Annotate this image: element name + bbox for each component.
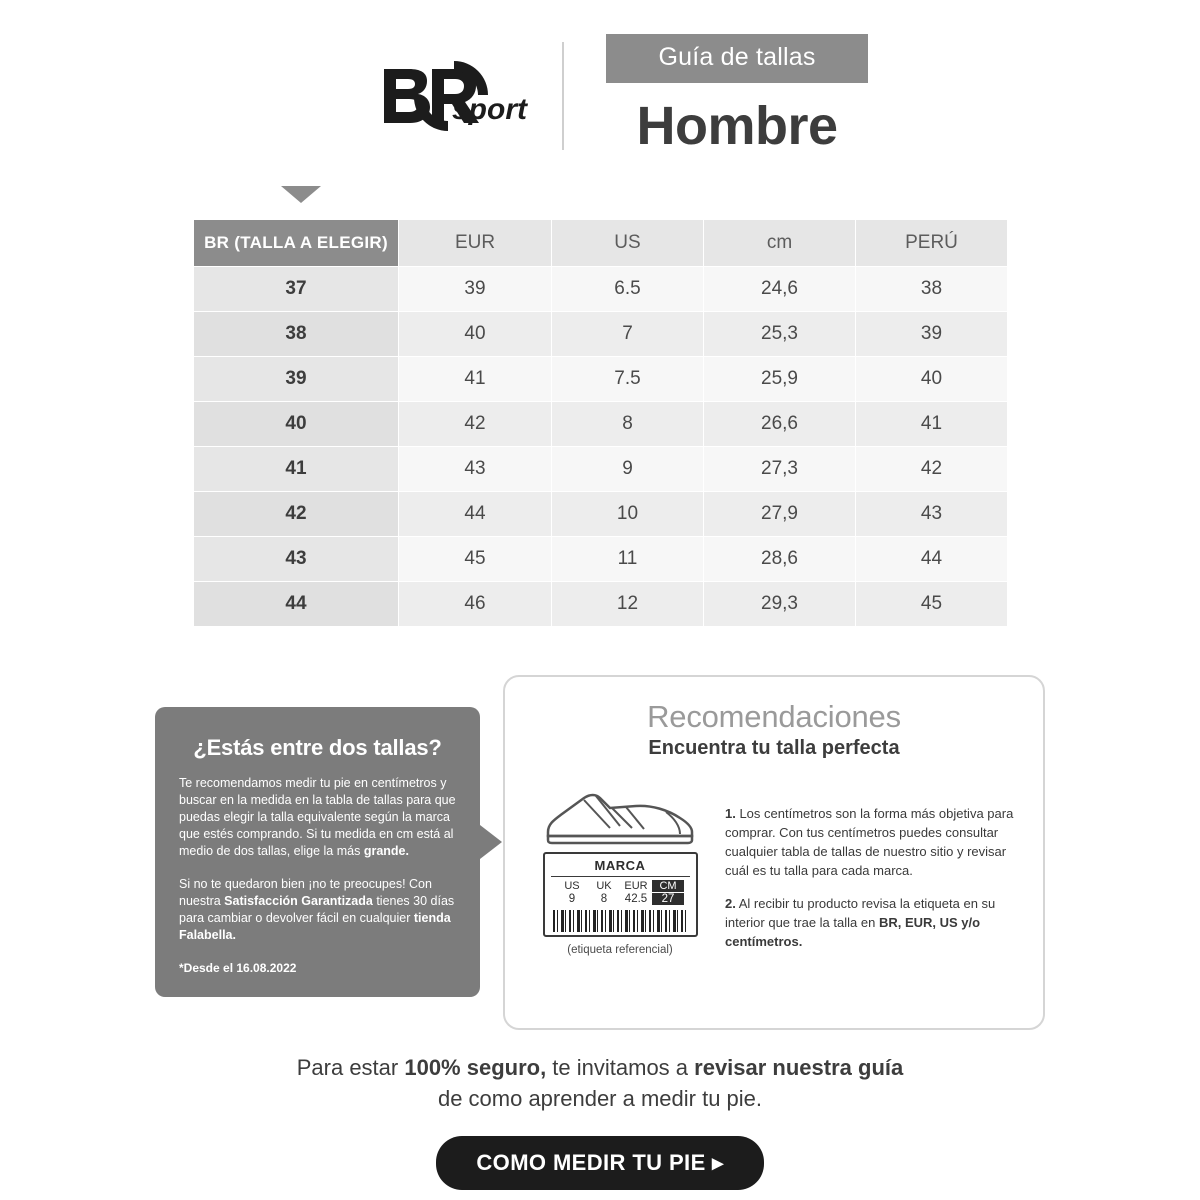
tip-1-number: 1. [725, 806, 736, 821]
cell-us: 9 [552, 447, 704, 492]
cell-br: 37 [194, 267, 399, 312]
size-table [193, 219, 1008, 627]
header-text-block [564, 34, 867, 157]
label-values [545, 893, 696, 905]
panel-pointer-icon [480, 825, 502, 859]
cell-br: 38 [194, 312, 399, 357]
measure-foot-button[interactable]: COMO MEDIR TU PIE ▸ [436, 1136, 763, 1190]
cell-peru: 42 [856, 447, 1008, 492]
col-header-us: US [552, 220, 704, 267]
table-row [194, 312, 1008, 357]
page-header [0, 0, 1200, 157]
cell-peru: 43 [856, 492, 1008, 537]
guarantee-text-c: tienes 30 días para cambiar o devolver fácil en cualquier [179, 894, 455, 925]
recommendations-body [531, 776, 1017, 965]
cell-eur: 45 [399, 537, 552, 582]
label-value-us: 9 [568, 893, 576, 905]
cell-us: 7.5 [552, 357, 704, 402]
guarantee-text-bold-1: Satisfacción Garantizada [224, 894, 373, 908]
label-example [531, 776, 709, 965]
recommendations-subtitle: Encuentra tu talla perfecta [648, 737, 900, 759]
cell-cm: 28,6 [704, 537, 856, 582]
cell-br: 39 [194, 357, 399, 402]
cell-eur: 43 [399, 447, 552, 492]
cell-cm: 26,6 [704, 402, 856, 447]
table-row [194, 357, 1008, 402]
label-brand: MARCA [551, 858, 690, 877]
between-sizes-paragraph-1 [179, 775, 456, 860]
table-row [194, 267, 1008, 312]
label-header-uk: UK [596, 880, 612, 892]
cell-peru: 38 [856, 267, 1008, 312]
cell-eur: 41 [399, 357, 552, 402]
cell-us: 10 [552, 492, 704, 537]
cell-us: 6.5 [552, 267, 704, 312]
cell-cm: 25,9 [704, 357, 856, 402]
footer-line-2: de como aprender a medir tu pie. [437, 1086, 763, 1111]
svg-text:sport: sport [452, 92, 528, 126]
cell-cm: 29,3 [704, 582, 856, 627]
label-value-cm: 27 [652, 893, 684, 905]
size-table-container [193, 219, 1007, 627]
recommendations-title: Recomendaciones [647, 699, 901, 734]
table-row [194, 447, 1008, 492]
between-sizes-title: ¿Estás entre dos tallas? [193, 735, 442, 760]
tip-1 [725, 804, 1017, 880]
cell-eur: 44 [399, 492, 552, 537]
label-caption: (etiqueta referencial) [567, 944, 673, 956]
brsport-logo-icon [366, 57, 536, 135]
col-header-peru: PERÚ [856, 220, 1008, 267]
page-title: Hombre [636, 96, 838, 156]
tip-2-text-bold: BR, EUR, US y/o centímetros. [725, 915, 981, 949]
footer-text-c: te invitamos a [546, 1055, 695, 1080]
label-value-uk: 8 [600, 893, 608, 905]
cell-cm: 27,9 [704, 492, 856, 537]
guide-badge: Guía de tallas [606, 34, 867, 83]
cell-br: 41 [194, 447, 399, 492]
cell-eur: 42 [399, 402, 552, 447]
cell-eur: 40 [399, 312, 552, 357]
shoe-label [543, 852, 698, 937]
cell-us: 12 [552, 582, 704, 627]
footer-text-a: Para estar [296, 1055, 405, 1080]
barcode-icon [553, 910, 688, 932]
page-footer [0, 1052, 1200, 1190]
footer-text-bold-1: 100% seguro, [404, 1055, 547, 1080]
table-row [194, 537, 1008, 582]
cell-cm: 25,3 [704, 312, 856, 357]
cell-br: 42 [194, 492, 399, 537]
cell-eur: 46 [399, 582, 552, 627]
cell-cm: 24,6 [704, 267, 856, 312]
footer-text-bold-2: revisar nuestra guía [694, 1055, 904, 1080]
between-sizes-text-a: Te recomendamos medir tu pie en centímetros y buscar en la medida en la tabla de tallas para que puedas elegir la talla equivalente según la marca que estés comprando. Si tu medida en cm está al medio de dos tallas, elige la más [179, 776, 456, 858]
tip-2-text-a: Al recibir tu producto revisa la etiqueta en su interior que trae la talla en [725, 896, 996, 930]
cell-us: 11 [552, 537, 704, 582]
label-header-eur: EUR [624, 880, 648, 892]
cell-br: 40 [194, 402, 399, 447]
cell-peru: 39 [856, 312, 1008, 357]
table-row [194, 582, 1008, 627]
table-body [194, 267, 1008, 627]
cell-peru: 45 [856, 582, 1008, 627]
cell-peru: 44 [856, 537, 1008, 582]
cell-br: 44 [194, 582, 399, 627]
footer-line-1 [0, 1052, 1200, 1083]
tip-2-number: 2. [725, 896, 736, 911]
between-sizes-paragraph-2 [179, 876, 456, 944]
recommendations-panel [503, 675, 1045, 1030]
table-header-row [194, 220, 1008, 267]
label-value-eur: 42.5 [624, 893, 648, 905]
cell-cm: 27,3 [704, 447, 856, 492]
cell-us: 7 [552, 312, 704, 357]
table-row [194, 402, 1008, 447]
date-note: *Desde el 16.08.2022 [179, 961, 297, 975]
label-headers [545, 880, 696, 892]
cell-eur: 39 [399, 267, 552, 312]
label-header-cm: CM [652, 880, 684, 892]
col-header-cm: cm [704, 220, 856, 267]
cell-peru: 40 [856, 357, 1008, 402]
recommendation-tips [725, 776, 1017, 965]
label-header-us: US [564, 880, 580, 892]
table-row [194, 492, 1008, 537]
guarantee-text-bold-2: tienda Falabella. [179, 911, 451, 942]
guarantee-text-a: Si no te quedaron bien ¡no te preocupes! Con nuestra [179, 877, 432, 908]
tip-1-text: Los centímetros son la forma más objetiva para comprar. Con tus centímetros puedes consultar cualquier tabla de tallas de nuestro sitio y revisar cuál es tu talla para cada marca. [725, 806, 1014, 878]
sneaker-icon [540, 784, 700, 846]
tip-2 [725, 894, 1017, 951]
cell-br: 43 [194, 537, 399, 582]
between-sizes-panel [155, 707, 480, 997]
brand-logo [332, 57, 562, 135]
between-sizes-text-bold: grande. [363, 844, 409, 858]
cell-us: 8 [552, 402, 704, 447]
table-header [194, 220, 1008, 267]
col-header-br: BR (TALLA A ELEGIR) [194, 220, 399, 267]
info-panels [155, 675, 1045, 1030]
down-arrow-icon [281, 186, 321, 203]
cell-peru: 41 [856, 402, 1008, 447]
col-header-eur: EUR [399, 220, 552, 267]
